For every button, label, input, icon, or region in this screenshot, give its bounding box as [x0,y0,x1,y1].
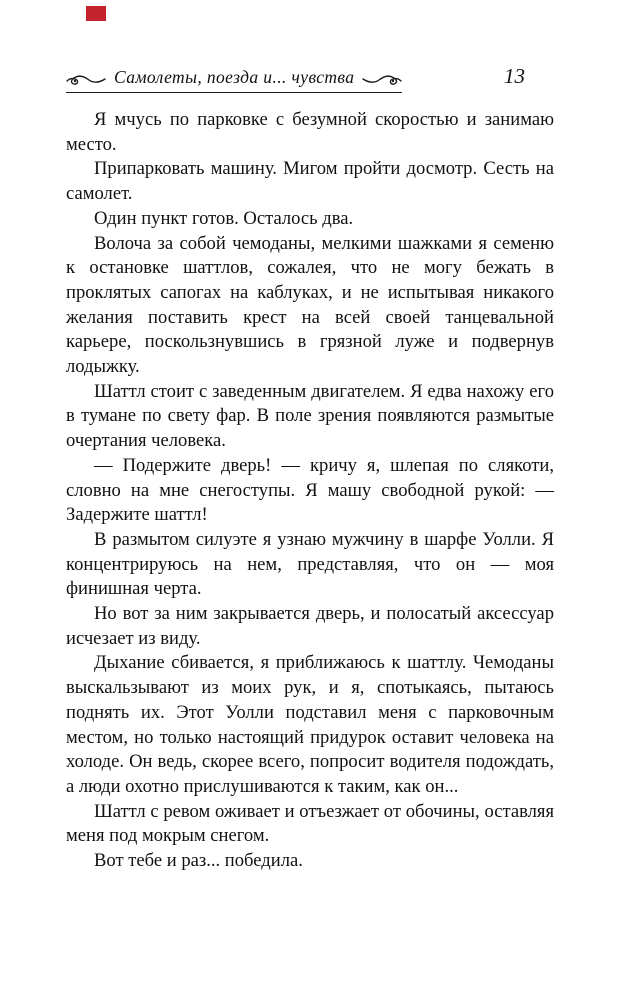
running-head-title: Самолеты, поезда и... чувства [114,67,355,87]
running-head-group [66,67,402,93]
page-number: 13 [504,64,525,88]
page-header [66,64,553,93]
paragraph: Я мчусь по парковке с безумной скоростью и занимаю место. [66,109,554,155]
paragraph: Шаттл с ревом оживает и отъезжает от обочины, оставляя меня под мокрым снегом. [66,800,554,847]
paragraph: — Подержите дверь! — кричу я, шлепая по слякоти, словно на мне снегоступы. Я машу свободной рукой: — Задержите шаттл! [66,454,554,526]
paragraph: Шаттл стоит с заведенным двигателем. Я едва нахожу его в тумане по свету фар. В поле зрения появляются размытые очертания человека. [66,380,554,452]
paragraph: Дыхание сбивается, я приближаюсь к шаттлу. Чемоданы выскальзывают из моих рук, и я, спотыкаясь, пытаюсь поднять их. Этот Уолли подставил меня с парковочным местом, но только настоящий придурок оставит человека на холоде. Он ведь, скорее всего, попросит водителя подождать, а люди охотно прислушиваются к таким, как он... [66,652,554,797]
paragraph: Один пункт готов. Осталось два. [94,207,354,229]
paragraph: Вот тебе и раз... победила. [94,850,303,872]
paragraph: В размытом силуэте я узнаю мужчину в шарфе Уолли. Я концентрируюсь на нем, представляя, что он — моя финишная черта. [66,528,554,600]
page-body-text [66,108,554,874]
paragraph: Волоча за собой чемоданы, мелкими шажками я семеню к остановке шаттлов, сожалея, что не могу бежать в проклятых сапогах на каблуках, и не испытывая никакого желания поставить крест на всей своей танцевальной карьере, поскользнувшись в грязной луже и подвернув лодыжку. [66,232,554,378]
paragraph: Но вот за ним закрывается дверь, и полосатый аксессуар исчезает из виду. [66,603,554,649]
flourish-left-icon [66,70,106,86]
red-marker [86,6,106,21]
flourish-right-icon [362,70,402,86]
paragraph: Припарковать машину. Мигом пройти досмотр. Сесть на самолет. [66,158,554,205]
